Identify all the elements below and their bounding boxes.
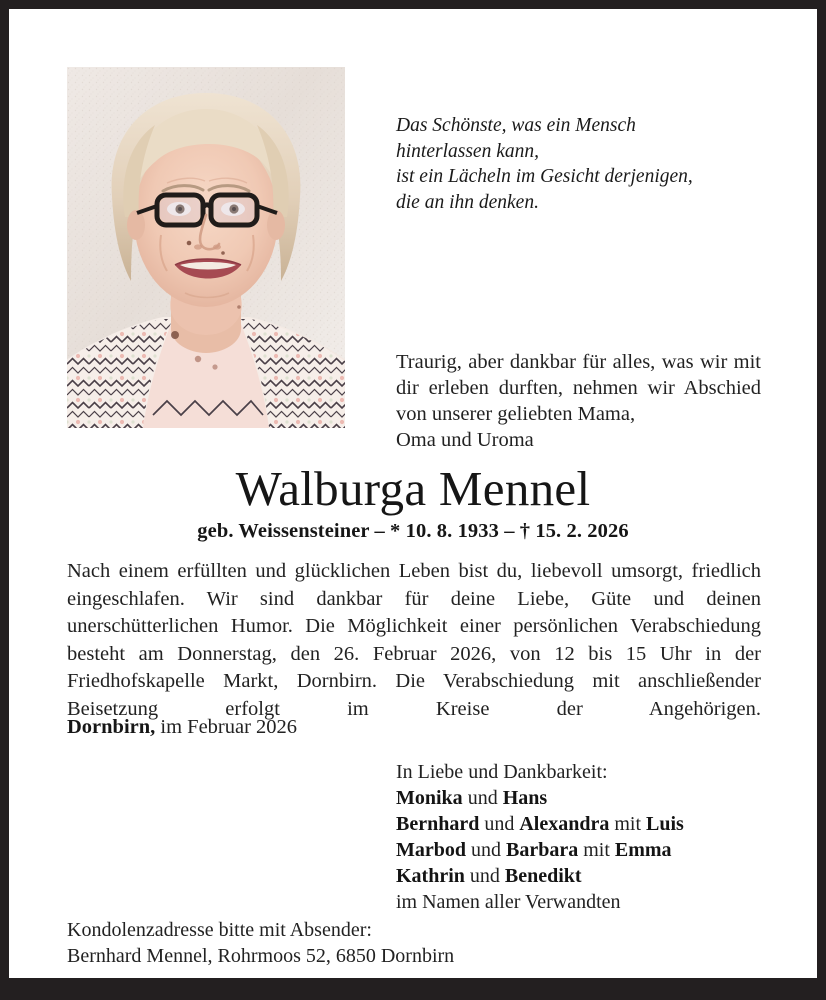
family-member: Hans bbox=[502, 787, 548, 809]
family-member: Monika bbox=[396, 787, 463, 809]
deceased-dates: geb. Weissensteiner – * 10. 8. 1933 – † 15. 2. 2026 bbox=[197, 520, 629, 542]
quote-line-4: die an ihn denken. bbox=[396, 191, 539, 213]
quote-line-3: ist ein Lächeln im Gesicht derjenigen, bbox=[396, 166, 693, 187]
family-member: Barbara bbox=[506, 839, 579, 861]
family-row bbox=[396, 811, 796, 837]
family-heading: In Liebe und Dankbarkeit: bbox=[396, 761, 608, 783]
family-member: Bernhard bbox=[396, 813, 480, 835]
notice-paper bbox=[9, 9, 817, 978]
place-and-date bbox=[67, 714, 297, 740]
obituary-body-text: Nach einem erfüllten und glücklichen Leben bist du, liebevoll umsorgt, friedlich eingeschlafen. Wir sind dankbar für deine Liebe, Güte und deinen unerschütterlichen Humor. Die Möglichkeit einer persönlichen Verabschiedung besteht am Donnerstag, den 26. Februar 2026, von 12 bis 15 Uhr in der Friedhofskapelle Markt, Dornbirn. Die Verabschiedung mit anschließender Beisetzung erfolgt im Kreise der Angehörigen. bbox=[67, 560, 761, 720]
quote-line-1: Das Schönste, was ein Mensch bbox=[396, 115, 636, 136]
family-footer: im Namen aller Verwandten bbox=[396, 891, 621, 913]
notice-date: im Februar 2026 bbox=[155, 716, 298, 738]
deceased-identity bbox=[9, 461, 817, 543]
quote-line-2: hinterlassen kann, bbox=[396, 140, 539, 162]
portrait-photo bbox=[67, 67, 345, 428]
family-member: Marbod bbox=[396, 839, 466, 861]
family-conjunction: und bbox=[464, 865, 505, 887]
farewell-intro bbox=[396, 349, 761, 453]
farewell-intro-text: Traurig, aber dankbar für alles, was wir mit dir erleben durften, nehmen wir Abschied von unserer geliebten Mama, bbox=[396, 351, 761, 425]
farewell-intro-last-line: Oma und Uroma bbox=[396, 429, 534, 451]
family-conjunction: und bbox=[479, 813, 520, 835]
family-row bbox=[396, 785, 796, 811]
family-member: Kathrin bbox=[396, 865, 465, 887]
deceased-name: Walburga Mennel bbox=[235, 461, 591, 516]
family-conjunction: mit bbox=[578, 839, 615, 861]
condolence-heading: Kondolenzadresse bitte mit Absender: bbox=[67, 919, 372, 941]
family-member: Luis bbox=[646, 813, 684, 835]
family-row bbox=[396, 837, 796, 863]
family-member: Alexandra bbox=[519, 813, 610, 835]
family-member: Benedikt bbox=[504, 865, 582, 887]
place-name: Dornbirn, bbox=[67, 716, 156, 738]
condolence-address-line: Bernhard Mennel, Rohrmoos 52, 6850 Dornbirn bbox=[67, 945, 455, 967]
condolence-address bbox=[67, 917, 454, 969]
family-row bbox=[396, 863, 796, 889]
portrait-photo-image bbox=[67, 67, 345, 428]
family-member: Emma bbox=[614, 839, 672, 861]
family-conjunction: mit bbox=[609, 813, 647, 835]
family-conjunction: und bbox=[466, 839, 506, 861]
family-conjunction: und bbox=[462, 787, 503, 809]
family-signature bbox=[396, 759, 796, 915]
memorial-quote bbox=[396, 113, 796, 215]
